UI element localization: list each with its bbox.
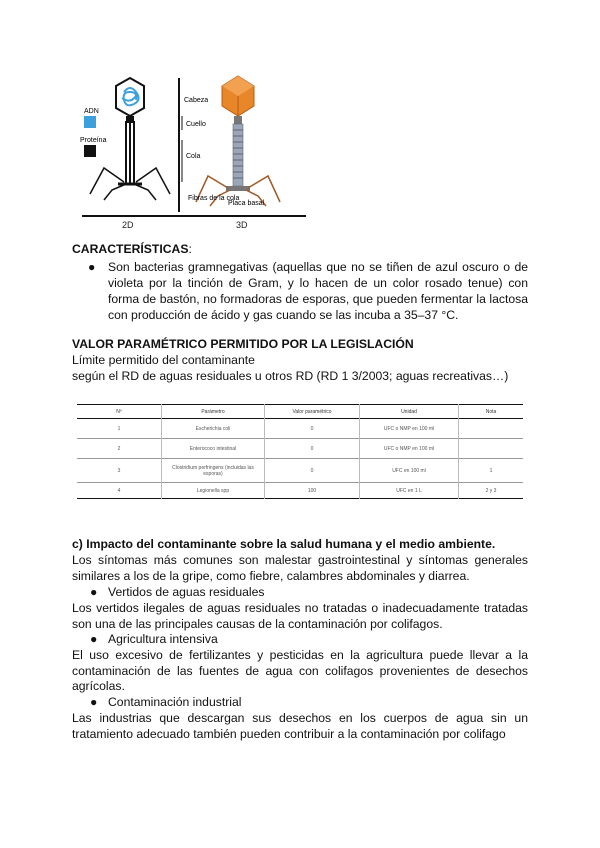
table-cell: UFC en 100 ml xyxy=(360,459,459,483)
impacto-heading: c) Impacto del contaminante sobre la salud humana y el medio ambiente. xyxy=(72,537,496,551)
placa-label: Placa basal xyxy=(228,200,265,207)
cabeza-label: Cabeza xyxy=(184,97,209,104)
table-cell xyxy=(459,439,524,459)
table-cell: 1 xyxy=(459,459,524,483)
phage-3d-drawing xyxy=(196,76,280,206)
caption-2d: 2D xyxy=(122,220,134,230)
item-title: Agricultura intensiva xyxy=(108,632,218,646)
item-title: Vertidos de aguas residuales xyxy=(108,585,265,599)
parametros-table xyxy=(77,404,523,499)
bacteriophage-figure xyxy=(78,72,310,232)
table-row xyxy=(77,419,523,439)
table-row xyxy=(77,439,523,459)
table-cell: 2 y 3 xyxy=(459,483,524,499)
table-cell: Escherichia coli xyxy=(162,419,265,439)
col-header-num: Nº xyxy=(116,408,122,415)
table-cell: UFC en 1 L xyxy=(360,483,459,499)
caracteristicas-bullet-text: Son bacterias gramnegativas (aquellas que no se tiñen de azul oscuro o de violeta por la tinción de Gram, y lo hacen de un color rosado tenue) con forma de bastón, no formadoras de esporas, que pueden fermentar la lactosa con producción de ácido y gas cuando se las incuba a 35–37 °C. xyxy=(108,260,528,322)
table-cell xyxy=(459,419,524,439)
table-cell: 1 xyxy=(117,425,121,432)
table-cell: 2 xyxy=(117,445,121,452)
item-title: Contaminación industrial xyxy=(108,695,242,709)
impacto-intro: Los síntomas más comunes son malestar gastrointestinal y síntomas generales similares a los de la gripe, como fiebre, calambres abdominales y diarrea. xyxy=(72,553,528,583)
table-cell: 0 xyxy=(265,439,360,459)
table-cell: Legionella spp xyxy=(162,483,265,499)
col-header-valor: Valor paramétrico xyxy=(265,405,360,419)
item-text: Las industrias que descargan sus desechos en los cuerpos de agua sin un tratamiento adecuado también pueden contribuir a la contaminación por colifago xyxy=(72,711,528,741)
adn-legend-swatch xyxy=(84,116,96,128)
cuello-label: Cuello xyxy=(186,121,206,128)
proteina-label: Proteína xyxy=(80,137,107,144)
col-header-nota: Nota xyxy=(459,405,524,419)
table-cell: 0 xyxy=(265,419,360,439)
table-cell: 0 xyxy=(265,459,360,483)
table-cell: 3 xyxy=(117,467,121,474)
caption-3d: 3D xyxy=(236,220,248,230)
valor-line-2: según el RD de aguas residuales u otros RD (RD 1 3/2003; aguas recreativas…) xyxy=(72,369,509,383)
proteina-legend-swatch xyxy=(84,145,96,157)
col-header-parametro: Parámetro xyxy=(162,405,265,419)
table-cell: Clostridium perfringens (incluidas las esporas) xyxy=(162,459,265,483)
cola-label: Cola xyxy=(186,153,201,160)
item-text: El uso excesivo de fertilizantes y pesticidas en la agricultura puede llevar a la contaminación de las fuentes de agua con colifagos provenientes de desechos agrícolas. xyxy=(72,648,528,693)
item-text: Los vertidos ilegales de aguas residuales no tratadas o inadecuadamente tratadas son una de las principales causas de la contaminación por colifagos. xyxy=(72,601,528,631)
bullet-dot: ● xyxy=(88,260,96,274)
caracteristicas-colon: : xyxy=(188,242,192,256)
col-header-unidad: Unidad xyxy=(360,405,459,419)
adn-label: ADN xyxy=(84,108,99,115)
table-cell: UFC o NMP en 100 ml xyxy=(360,419,459,439)
table-cell: 4 xyxy=(117,487,121,494)
valor-line-1: Límite permitido del contaminante xyxy=(72,353,255,367)
caracteristicas-heading-line xyxy=(72,242,528,258)
caracteristicas-heading: CARACTERÍSTICAS xyxy=(72,242,189,256)
table-cell: 100 xyxy=(265,483,360,499)
table-row xyxy=(77,483,523,499)
valor-heading: VALOR PARAMÉTRICO PERMITIDO POR LA LEGISLACIÓN xyxy=(72,337,414,351)
table-row xyxy=(77,459,523,483)
table-cell: UFC o NMP en 100 ml xyxy=(360,439,459,459)
table-header-row xyxy=(77,405,523,419)
table-cell: Enterococo intestinal xyxy=(162,439,265,459)
fibras-label: Fibras de la cola xyxy=(188,195,240,202)
